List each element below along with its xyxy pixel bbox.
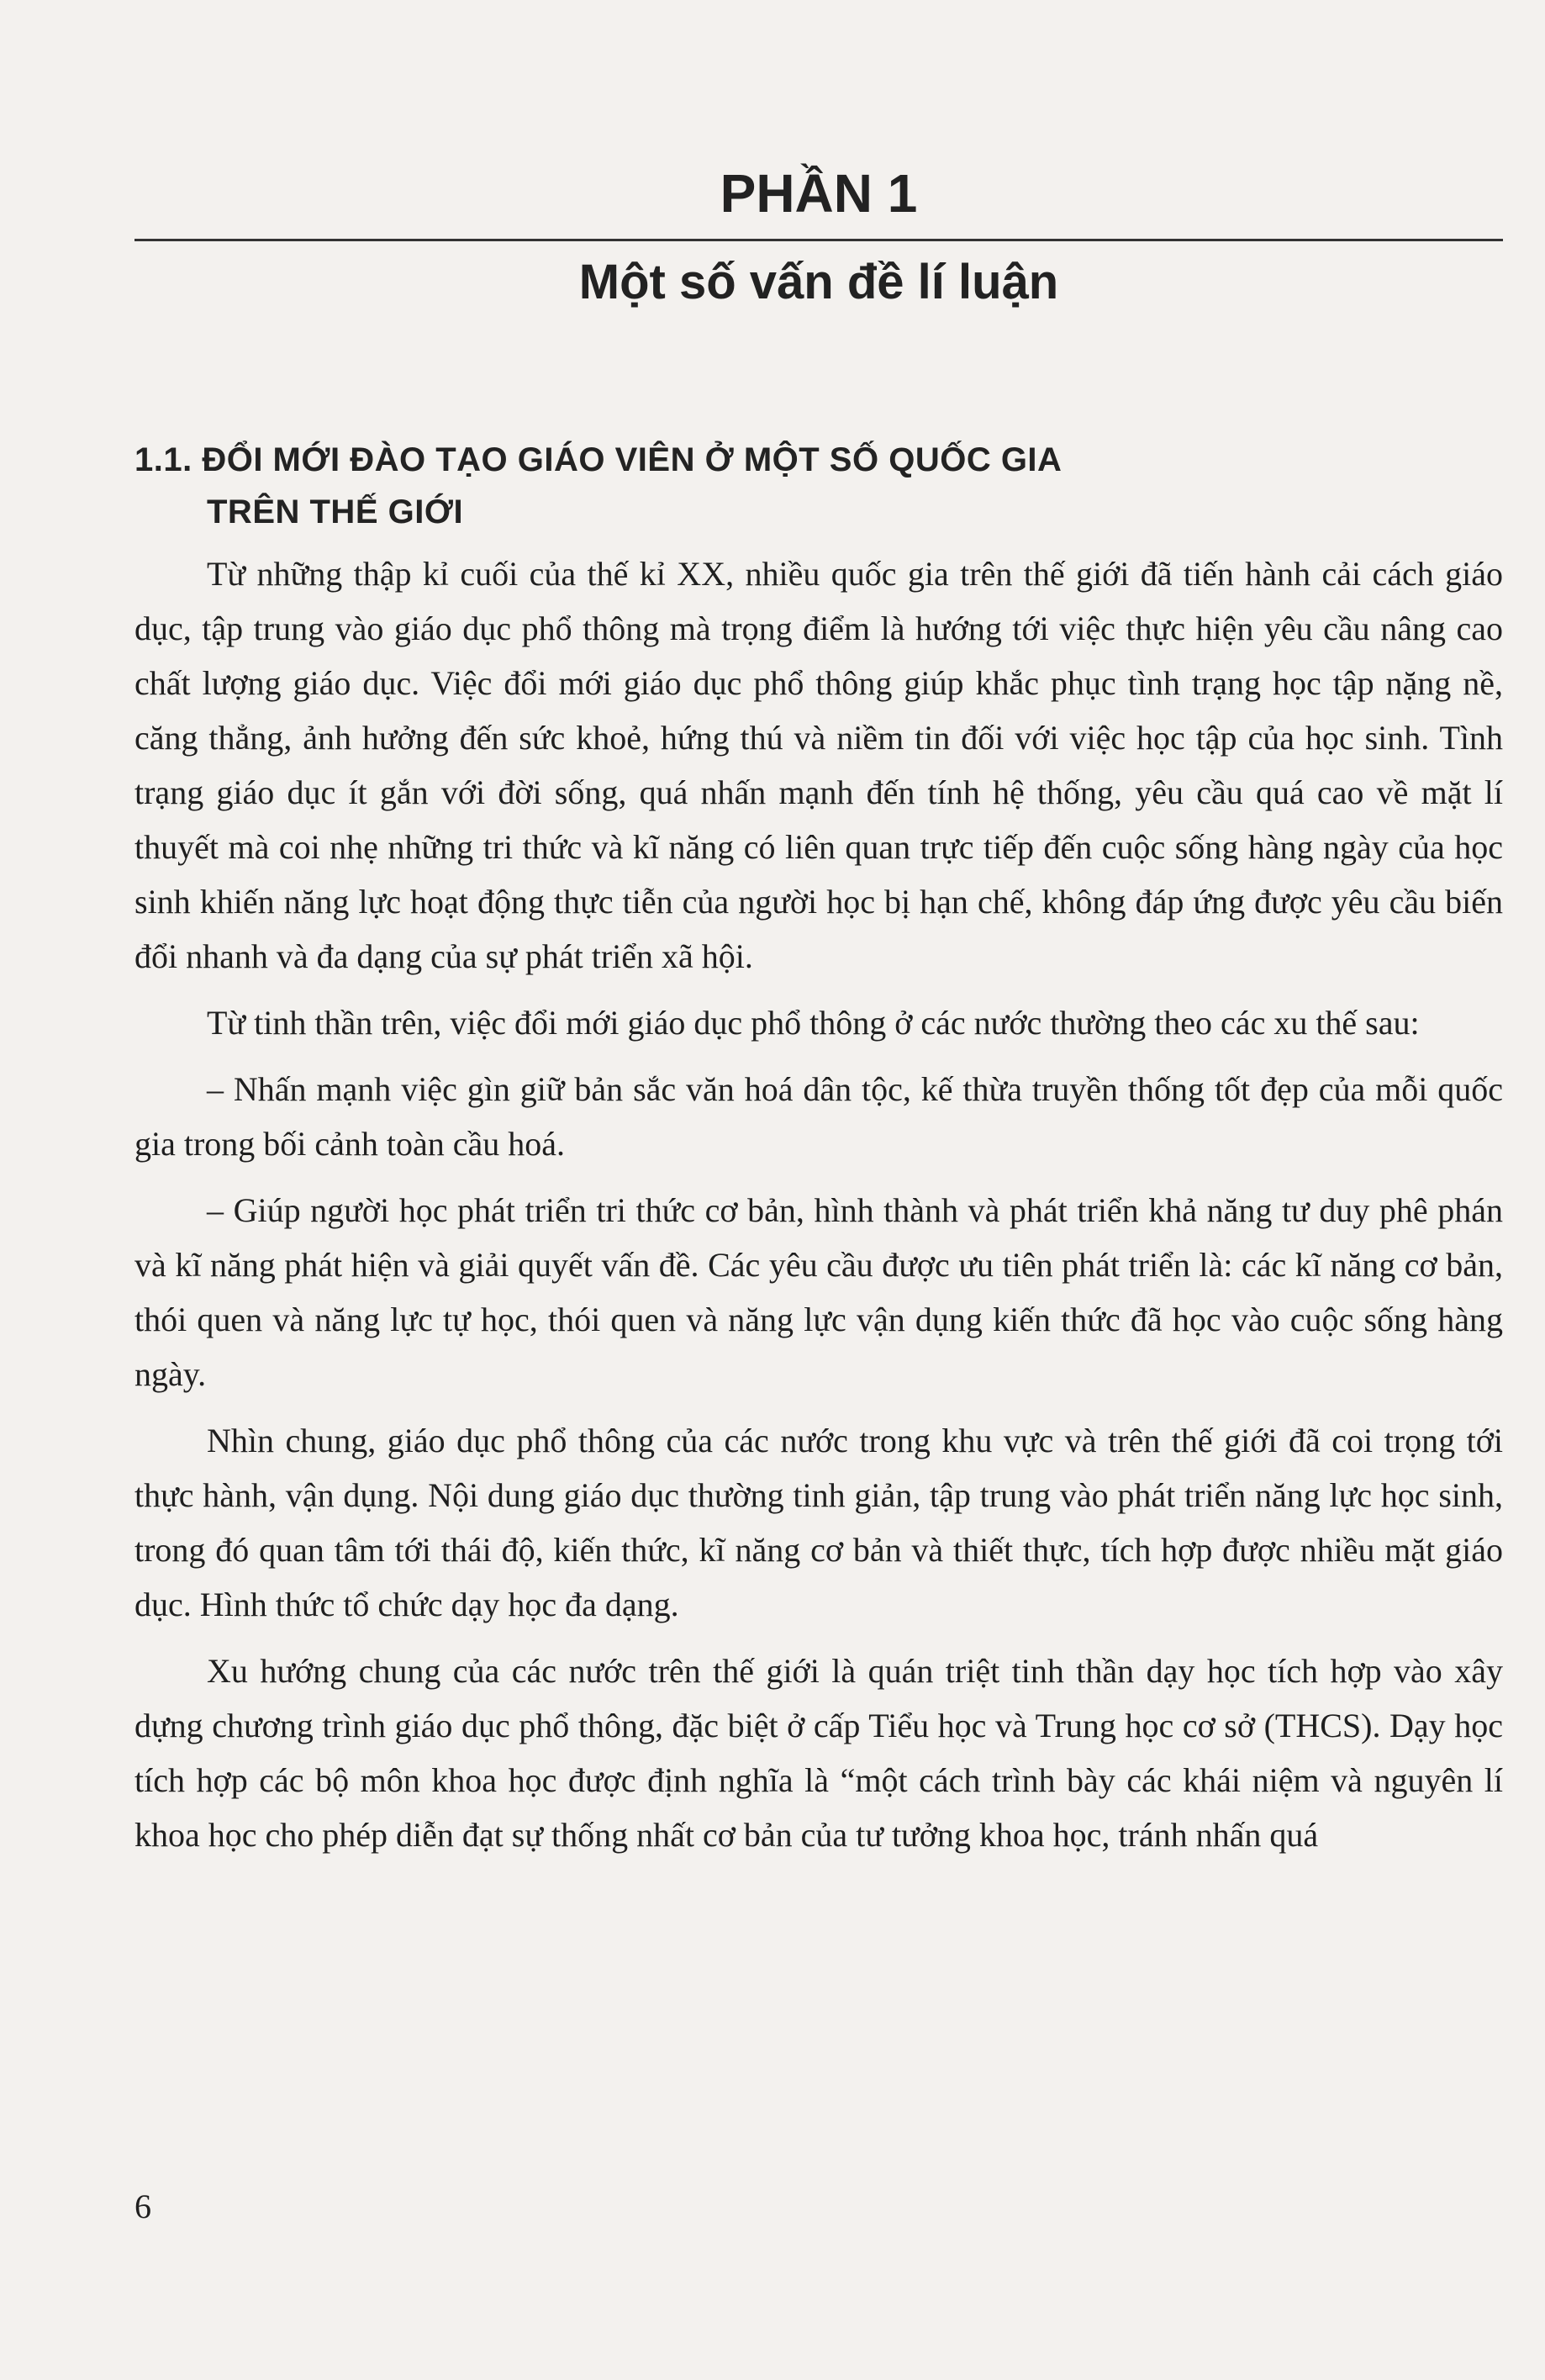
paragraph: Từ tinh thần trên, việc đổi mới giáo dục phổ thông ở các nước thường theo các xu thế sau: [207,1004,1420,1042]
paragraph: Từ những thập kỉ cuối của thế kỉ XX, nhiều quốc gia trên thế giới đã tiến hành cải cách giáo dục, tập trung vào giáo dục phổ thông mà trọng điểm là hướng tới việc thực hiện yêu cầu nâng cao chất lượng giáo dục. Việc đổi mới giáo dục phổ thông giúp khắc phục tình trạng học tập nặng nề, căng thẳng, ảnh hưởng đến sức khoẻ, hứng thú và niềm tin đối với việc học tập của học sinh. Tình trạng giáo dục ít gắn với đời sống, quá nhấn mạnh đến tính hệ thống, yêu cầu quá cao về mặt lí thuyết mà coi nhẹ những tri thức và kĩ năng có liên quan trực tiếp đến cuộc sống hàng ngày của học sinh khiến năng lực hoạt động thực tiễn của người học bị hạn chế, không đáp ứng được yêu cầu biến đổi nhanh và đa dạng của sự phát triển xã hội. [134,555,1503,975]
section-heading-line-1: 1.1. ĐỔI MỚI ĐÀO TẠO GIÁO VIÊN Ở MỘT SỐ QUỐC GIA [134,441,1063,478]
page-number: 6 [134,2187,151,2225]
part-title: PHẦN 1 [720,163,918,224]
paragraph: Nhìn chung, giáo dục phổ thông của các nước trong khu vực và trên thế giới đã coi trọng tới thực hành, vận dụng. Nội dung giáo dục thường tinh giản, tập trung vào phát triển năng lực học sinh, trong đó quan tâm tới thái độ, kiến thức, kĩ năng cơ bản và thiết thực, tích hợp được nhiều mặt giáo dục. Hình thức tổ chức dạy học đa dạng. [134,1422,1503,1623]
section-heading [134,434,1503,538]
paragraph: Xu hướng chung của các nước trên thế giới là quán triệt tinh thần dạy học tích hợp vào xây dựng chương trình giáo dục phổ thông, đặc biệt ở cấp Tiểu học và Trung học cơ sở (THCS). Dạy học tích hợp các bộ môn khoa học được định nghĩa là “một cách trình bày các khái niệm và nguyên lí khoa học cho phép diễn đạt sự thống nhất cơ bản của tư tưởng khoa học, tránh nhấn quá [134,1652,1503,1854]
list-item: – Giúp người học phát triển tri thức cơ bản, hình thành và phát triển khả năng tư duy phê phán và kĩ năng phát hiện và giải quyết vấn đề. Các yêu cầu được ưu tiên phát triển là: các kĩ năng cơ bản, thói quen và năng lực tự học, thói quen và năng lực vận dụng kiến thức đã học vào cuộc sống hàng ngày. [134,1191,1503,1393]
chapter-title: Một số vấn đề lí luận [578,255,1059,309]
body-text [134,546,1503,1874]
header-divider [134,239,1503,241]
section-heading-line-2: TRÊN THẾ GIỚI [207,493,464,530]
list-item: – Nhấn mạnh việc gìn giữ bản sắc văn hoá dân tộc, kế thừa truyền thống tốt đẹp của mỗi quốc gia trong bối cảnh toàn cầu hoá. [134,1070,1503,1163]
